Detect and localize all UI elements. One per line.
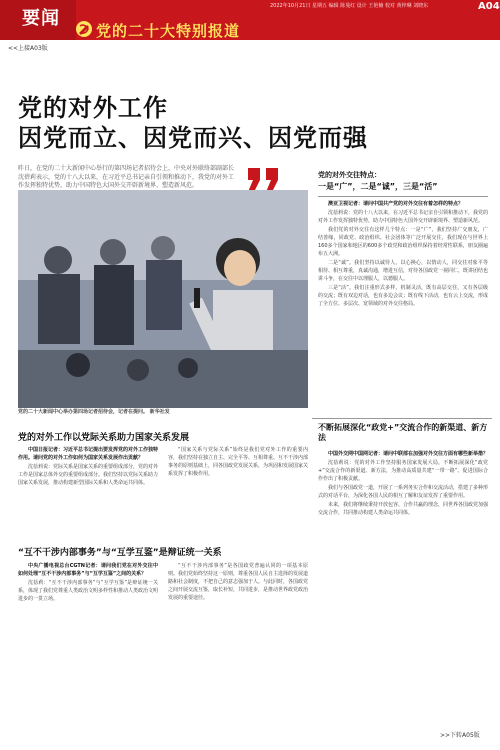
sidebar-2-body — [318, 450, 488, 725]
article-3-question: 中央广播电视总台CGTN记者：请问我们党在对外交往中如何处理“互不干涉内部事务”与“互学互鉴”之间的关系？ — [18, 563, 158, 577]
headline-line-1: 党的对外工作 — [18, 94, 168, 122]
sidebar-2-paragraph: 未来，我们将继续秉持开放包容、合作共赢的理念，同世界各国政党加强交流合作，共同推动构建人类命运共同体。 — [318, 502, 488, 516]
article-3-title: “互不干涉内部事务”与“互学互鉴”是辩证统一关系 — [18, 548, 222, 558]
article-2-question: 中国日报记者：习近平总书记提出要发挥党的对外工作独特作用。请问党的对外工作如何为国家关系发展作出贡献？ — [18, 447, 159, 461]
sidebar-2-paragraph: 我们与各国政党一道，开展了一系列务实合作和交流活动，搭建了多种形式的对话平台，为深化各国人民的相互了解和友谊发挥了重要作用。 — [318, 485, 488, 499]
sidebar-1-paragraph: 沈蓓莉说：党的十八大以来，在习近平总书记亲自引领和推动下，我党的对外工作发挥独特优势，助力中国特色大国外交开辟新境界、塑造新风范。 — [318, 210, 488, 224]
sidebar-1-paragraph: 我们党的对外交往有这样几个特点：一是“广”，我们坚持广交朋友，广结善缘，同政党、政治组织、社会团体等广泛开展交往，我们现在与世界上160多个国家和地区的600多个政党和政治组织保持着经常性联系，朋友圈遍布五大洲。 — [318, 227, 488, 257]
photo-caption: 党的二十大新闻中心举办第四场记者招待会，记者在提问。 新华社发 — [18, 409, 170, 415]
sidebar-2-question: 中国外交网中国网记者：请问中联部在加强对外交往方面有哪些新举措？ — [328, 451, 488, 457]
sidebar-1-body — [318, 200, 488, 412]
date-line: 2022年10月21日 星期五 编辑 陈曼红 设计 王艳楠 校对 黄梓琳 刘晓东 — [270, 3, 429, 9]
article-2-body — [18, 446, 308, 536]
masthead-bar — [0, 0, 500, 40]
article-3-paragraph: “互不干涉内部事务”是各国政党普遍认同的一项基本原则。我们党始终坚持这一原则，尊重各国人民自主选择的发展道路和社会制度，不把自己的意志强加于人。与此同时，各国政党之间开展交流互鉴，取长补短，共同进步，是推动世界政党政治发展的重要途径。 — [168, 563, 308, 601]
continued-on-link[interactable]: >>下转A05版 — [440, 732, 480, 739]
article-2-paragraph: “国家关系与党际关系”始终是我们党对外工作的重要内容，我们坚持在独立自主、完全平等、互相尊重、互不干涉内部事务的原则基础上，同各国政党发展关系，为巩固和发展国家关系发挥了积极作用。 — [168, 447, 308, 477]
article-3-paragraph: 沈蓓莉：“互不干涉内部事务”与“互学互鉴”是辩证统一关系，体现了我们党尊重人类政治文明多样性和推动人类政治文明进步的一贯立场。 — [18, 580, 159, 602]
sidebar-2-title: 不断拓展深化“政党+”交流合作的新渠道、新方法 — [318, 423, 488, 443]
special-report-title: 党的二十大特别报道 — [96, 22, 241, 40]
sidebar-1-paragraph: 二是“诚”。我们坚持以诚待人，以心换心，以情动人，同交往对象平等相待、相互尊重，真诚沟通，增进互信，对待各国政党一视同仁，既讲团结也讲斗争，在交往中以理服人，以德服人。 — [318, 260, 488, 282]
photo-illustration — [18, 190, 308, 408]
party-emblem-icon — [74, 20, 94, 38]
sidebar-1-paragraph: 三是“活”。我们注重形式多样、机制灵活，既有高层交往，又有各层级的交流；既有双边对话，也有多边会议；既有线下活动，也有云上交流，形成了全方位、多层次、宽领域的对外交往格局。 — [318, 285, 488, 307]
sidebar-1-label: 党的对外交往特点： — [318, 171, 381, 179]
article-2-title: 党的对外工作以党际关系助力国家关系发展 — [18, 433, 190, 443]
sidebar-2-top-rule — [312, 418, 492, 419]
continued-from-link[interactable]: <<上接A03版 — [8, 45, 48, 52]
page-number: A04 — [478, 1, 500, 12]
sidebar-1-title: 一是“广”，二是“诚”，三是“活” — [318, 182, 438, 191]
lead-paragraph: 昨日，在党的二十大新闻中心举行的第四场记者招待会上，中央对外联络部副部长沈蓓莉表示，党的十八大以来，在习近平总书记亲自引领和推动下，我党的对外工作发挥独特优势，助力中国特色大国外交开辟新境界、塑造新风范。 — [18, 165, 235, 190]
sidebar-1-rule — [318, 196, 488, 197]
press-conference-photo — [18, 190, 308, 408]
headline-line-2: 因党而立、因党而兴、因党而强 — [18, 124, 368, 152]
section-name: 要闻 — [22, 8, 60, 29]
sidebar-1-question: 澳亚卫视记者：请问中国共产党的对外交往有着怎样的特点？ — [328, 201, 464, 207]
article-2-paragraph: 沈蓓莉说：党际关系是国家关系的重要组成部分，党的对外工作是国家总体外交的重要组成部分。我们坚持以党际关系助力国家关系发展，推动构建新型国际关系和人类命运共同体。 — [18, 464, 159, 486]
sidebar-2-paragraph: 沈蓓莉说：党的对外工作坚持服务国家发展大局，不断拓展深化“政党+”交流合作的新渠道、新方法，为推动高质量共建“一带一路”、促进国际合作作出了积极贡献。 — [318, 460, 488, 482]
article-3-body — [18, 562, 308, 734]
